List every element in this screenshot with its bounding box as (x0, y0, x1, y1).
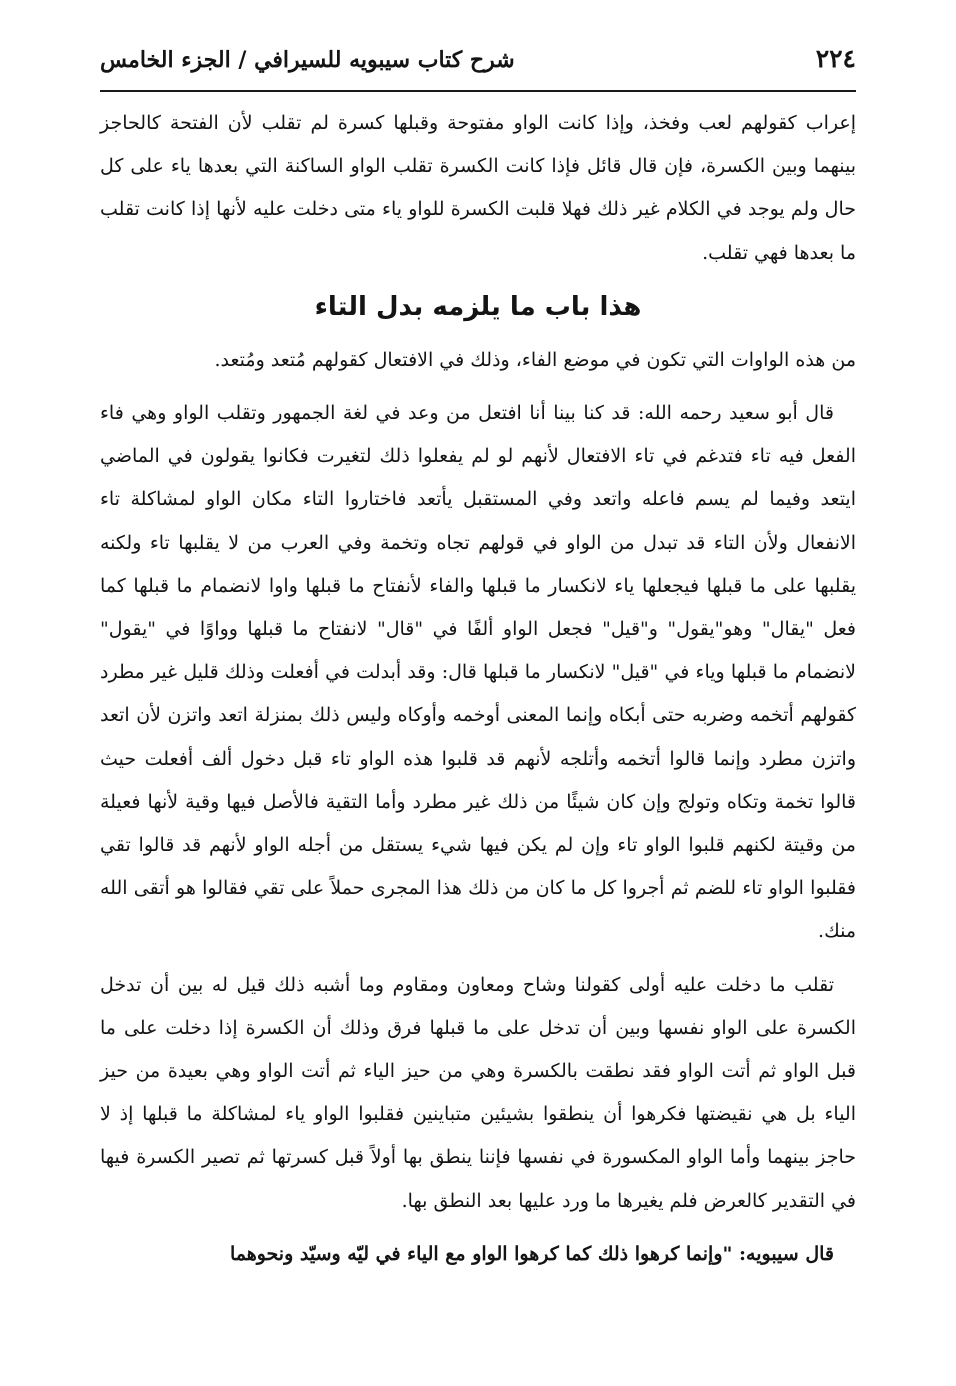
paragraph-gap (100, 954, 856, 964)
page-number: ٢٢٤ (815, 44, 856, 73)
paragraph-2: من هذه الواوات التي تكون في موضع الفاء، وذلك في الافتعال كقولهم مُتعد ومُتعد. (214, 348, 856, 371)
running-header (100, 44, 856, 92)
paragraph-3: قال أبو سعيد رحمه الله: قد كنا بينا أنا افتعل من وعد في لغة الجمهور وتقلب الواو وهي فاء الفعل فيه تاء فتدغم في تاء الافتعال لأنهم لو لم يفعلوا ذلك لتغيرت فكانوا يقولون في الماضي ايتعد وفيما لم يسم فاعله واتعد وفي المستقبل يأتعد فاختاروا التاء مكان الواو لمشاكلة تاء الانفعال ولأن التاء قد تبدل من الواو في قولهم تجاه وتخمة وفي العرب من لا يقلبها تاء ولكنه يقلبها على ما قبلها فيجعلها ياء لانكسار ما قبلها والفاء لأنفتاح ما قبلها واوا لانضمام ما قبلها كما فعل "يقال" وهو"يقول" و"قيل" فجعل الواو ألفًا في "قال" لانفتاح ما قبلها وواوًا في "يقول" لانضمام ما قبلها وياء في "قيل" لانكسار ما قبلها قال: وقد أبدلت في أفعلت وذلك قليل غير مطرد كقولهم أتخمه وضربه حتى أبكاه وإنما المعنى أوخمه وأوكاه وليس ذلك بمنزلة اتعد واتزن لأن اتعد واتزن مطرد وإنما قالوا أتخمه وأتلجه لأنهم قد قلبوا هذه الواو تاء قبل دخول ألف أفعلت حيث قالوا تخمة وتكاه وتولج وإن كان شيئًا من ذلك غير مطرد وأما التقية فالأصل فيها وقية لأنها فعيلة من وقيتة لكنهم قلبوا الواو تاء وإن لم يكن فيها شيء يستقل من أجله الواو لأنهم قد قالوا تقي فقلبوا الواو تاء للضم ثم أجروا كل ما كان من ذلك هذا المجرى حملاً على تقي فقالوا هو أتقى الله منك. (100, 402, 856, 943)
paragraph-1: إعراب كقولهم لعب وفخذ، وإذا كانت الواو مفتوحة وقبلها كسرة لم تقلب لأن الفتحة كالحاجز بينهما وبين الكسرة، فإن قال قائل فإذا كانت الكسرة تقلب الواو الساكنة التي بعدها ياء على كل حال ولم يوجد في الكلام غير ذلك فهلا قلبت الكسرة للواو ياء متى دخلت عليه لأنها إذا كانت تقلب ما بعدها فهي تقلب. (100, 112, 856, 264)
book-title: شرح كتاب سيبويه للسيرافي / الجزء الخامس (100, 47, 515, 73)
paragraph-4: تقلب ما دخلت عليه أولى كقولنا وشاح ومعاون ومقاوم وما أشبه ذلك قيل له بين أن تدخل الكسرة على الواو نفسها وبين أن تدخل على ما قبلها فرق وذلك أن الكسرة إذا دخلت على ما قبل الواو ثم أتت الواو فقد نطقت بالكسرة وهي من حيز الياء ثم أتت الواو وهي بعيدة من حيز الياء بل هي نقيضتها فكرهوا أن ينطقوا بشيئين متباينين فقلبوا الواو ياء لمشاكلة ما قبلها إذ لا حاجز بينهما وأما الواو المكسورة في نفسها فإننا ينطق بها أولاً قبل كسرتها ثم تصير الكسرة فيها في التقدير كالعرض فلم يغيرها ما ورد عليها بعد النطق بها. (100, 973, 856, 1212)
paragraph-5-quote: قال سيبويه: "وإنما كرهوا ذلك كما كرهوا الواو مع الياء في ليّه وسيّد ونحوهما (229, 1242, 834, 1265)
paragraph-gap (100, 382, 856, 392)
paragraph-gap (100, 1223, 856, 1233)
chapter-heading: هذا باب ما يلزمه بدل التاء (314, 291, 642, 322)
main-text (100, 102, 856, 1276)
